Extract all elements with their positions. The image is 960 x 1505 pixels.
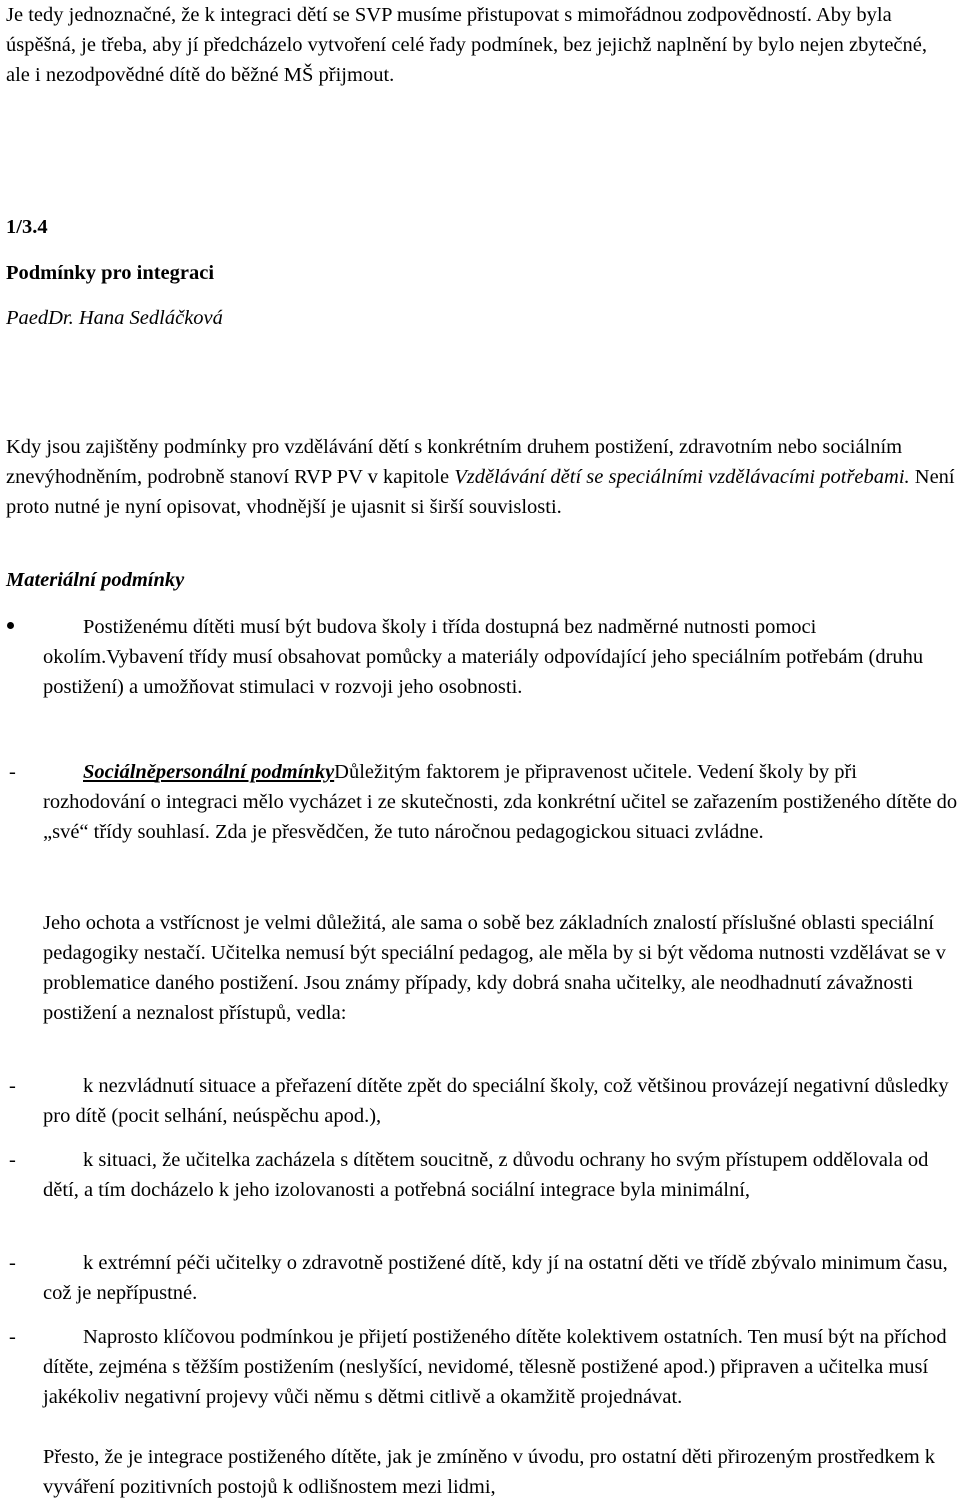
material-bullet-text: Postiženému dítěti musí být budova školy i třída dostupná bez nadměrné nutnosti pomoci okolím.Vybavení třídy musí obsahovat pomůcky a materiály odpovídající jeho speciálním potřebám (druhu postižení) a umožňovat stimulaci v rozvoji jeho osobnosti. <box>43 616 924 698</box>
social-heading-part1: Sociálně <box>83 761 156 783</box>
social-heading-part2: personální podmínky <box>155 761 335 783</box>
consequence-item: k nezvládnutí situace a přeřazení dítěte zpět do speciální školy, což většinou provázejí negativní důsledky pro dítě (pocit selhání, neúspěchu apod.), <box>43 1075 949 1127</box>
teacher-paragraph: Jeho ochota a vstřícnost je velmi důležitá, ale sama o sobě bez základních znalostí příslušné oblasti speciální pedagogiky nestačí. Učitelka nemusí být speciální pedagog, ale měla by si být vědoma nutnosti vzdělávat se v problematice daného postižení. Jsou známy případy, kdy dobrá snaha učitelky, ale neodhadnutí závažnosti postižení a neznalost přístupů, vedla: <box>43 912 946 1024</box>
consequence-item: k situaci, že učitelka zacházela s dítětem soucitně, z důvodu ochrany ho svým přístupem oddělovala od dětí, a tím docházelo k jeho izolovanosti a potřebná sociální integrace byla minimální, <box>43 1149 929 1201</box>
acceptance-item: Naprosto klíčovou podmínkou je přijetí postiženého dítěte kolektivem ostatních. Ten musí být na příchod dítěte, zejména s těžším postižením (neslyšící, nevidomé, tělesně postižené apod.) připraven a učitelka musí jakékoliv negativní projevy vůči němu s dětmi citlivě a okamžitě projednávat. <box>43 1326 947 1408</box>
author-name: PaedDr. Hana Sedláčková <box>6 307 223 329</box>
dash-marker: - <box>9 1326 16 1348</box>
conditions-lead: Kdy jsou zajištěny podmínky pro vzdělávání dětí s konkrétním druhem postižení, zdravotním nebo sociálním znevýhodněním, podrobně stanoví RVP PV v kapitole <box>6 436 903 488</box>
intro-paragraph: Je tedy jednoznačné, že k integraci dětí se SVP musíme přistupovat s mimořádnou zodpovědností. Aby byla úspěšná, je třeba, aby jí předcházelo vytvoření celé řady podmínek, bez jejichž naplnění by bylo nejen zbytečné, ale i nezodpovědné dítě do běžné MŠ přijmout. <box>6 4 927 86</box>
dash-marker: - <box>9 761 16 783</box>
consequence-item: k extrémní péči učitelky o zdravotně postižené dítě, kdy jí na ostatní děti ve třídě zbývalo minimum času, což je nepřípustné. <box>43 1252 948 1304</box>
conditions-paragraph <box>6 432 956 522</box>
dash-marker: - <box>9 1252 16 1274</box>
section-title: Podmínky pro integraci <box>6 262 215 284</box>
social-item <box>43 757 958 847</box>
closing-paragraph: Přesto, že je integrace postiženého dítěte, jak je zmíněno v úvodu, pro ostatní děti přirozeným prostředkem k vyváření pozitivních postojů k odlišnostem mezi lidmi, <box>43 1446 936 1498</box>
material-heading: Materiální podmínky <box>6 569 185 591</box>
section-number: 1/3.4 <box>6 216 48 238</box>
dash-marker: - <box>9 1149 16 1171</box>
social-text: Důležitým faktorem je připravenost učitele. Vedení školy by při rozhodování o integraci mělo vycházet i ze skutečnosti, zda konkrétní učitel se zařazením postiženého dítěte do „své“ třídy souhlasí. Zda je přesvědčen, že tuto náročnou pedagogickou situaci zvládne. <box>43 761 958 843</box>
dash-marker: - <box>9 1075 16 1097</box>
chapter-reference: Vzdělávání dětí se speciálními vzdělávacími potřebami. <box>454 466 910 488</box>
bullet-icon <box>7 622 14 629</box>
conditions-rest: Není proto nutné je nyní opisovat, vhodnější je ujasnit si širší souvislosti. <box>6 466 955 518</box>
